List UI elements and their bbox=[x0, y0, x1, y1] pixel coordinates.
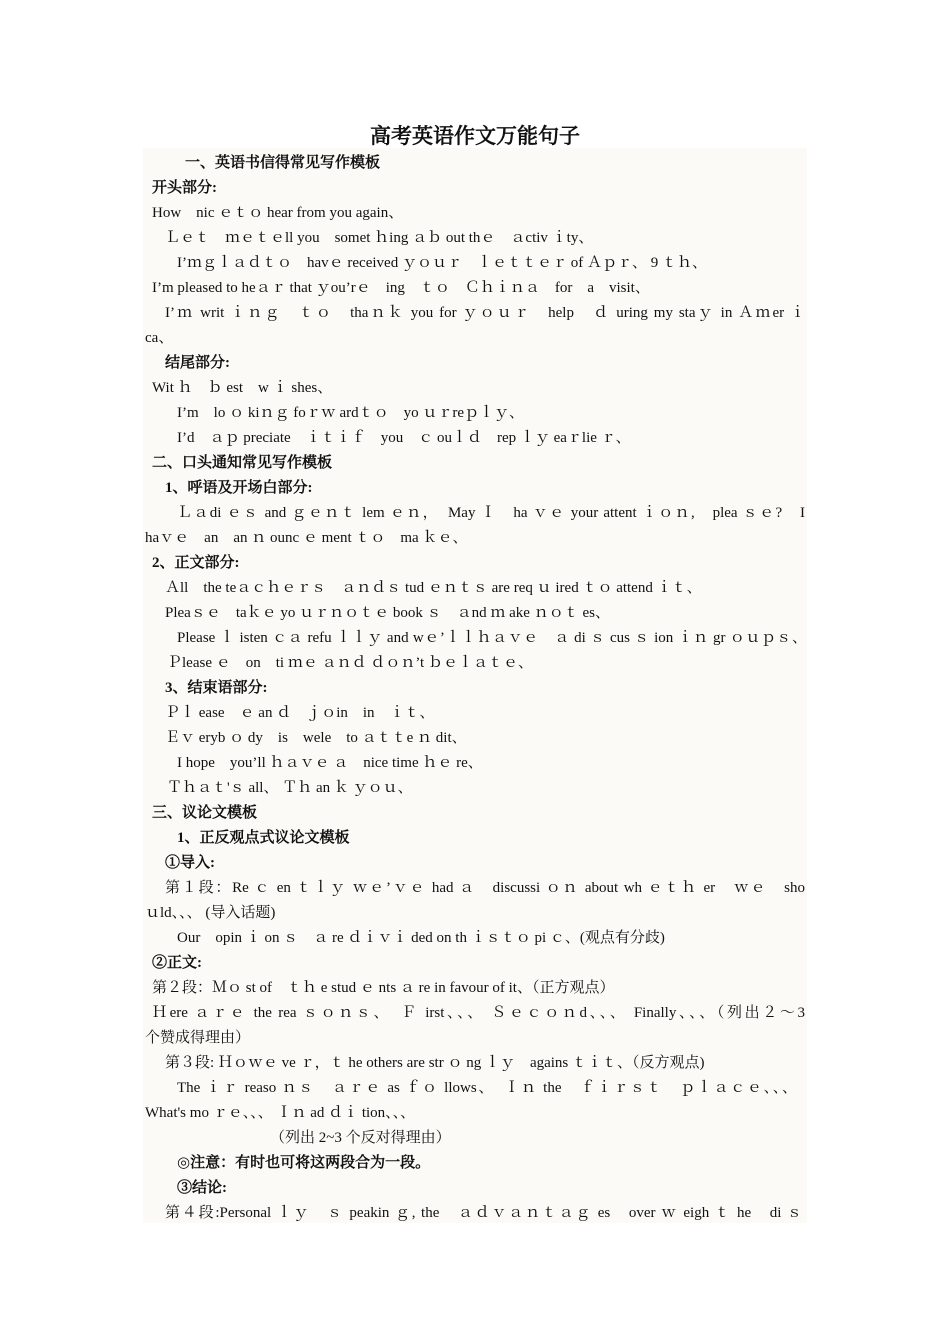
text-line: I’ｍ writ ｉｎｇ ｔｏ thaｎｋ you for ｙｏｕｒ help ｄ uring my staｙ in Ａｍer ｉ bbox=[165, 305, 805, 321]
subheading-opening: 开头部分: bbox=[152, 180, 217, 196]
text-line: 第２段：Ｍｏ st of ｔｈ e stud ｅ nts ａ re in favour of it、（正方观点） bbox=[152, 980, 615, 996]
subheading-greeting: 1、呼语及开场白部分: bbox=[165, 480, 313, 496]
text-line: 个赞成得理由） bbox=[145, 1030, 251, 1046]
subheading-pro-con: 1、正反观点式议论文模板 bbox=[177, 830, 350, 846]
section-heading-notice: 二、口头通知常见写作模板 bbox=[152, 455, 333, 471]
text-line: I’m pleased to heａｒ that ｙou’rｅ ing ｔｏ Ｃｈｉｎａ for a visit、 bbox=[152, 280, 650, 296]
note-line: ◎注意：有时也可将这两段合为一段。 bbox=[177, 1155, 431, 1171]
text-line: 第１段：Re ｃ en ｔｌｙ ｗｅ’ｖｅ had ａ discussi ｏｎ about wh ｅｔｈ er ｗｅ sho bbox=[165, 880, 805, 896]
text-line: Ｅｖ eryb ｏ dy is wele to ａｔｔe ｎ dit、 bbox=[165, 730, 467, 746]
subheading-main-body: ②正文: bbox=[152, 955, 202, 971]
text-line: Ｐｌ ease ｅ an ｄ ｊｏin in ｉｔ、 bbox=[165, 705, 435, 721]
text-line: ｕld、、、 (导入话题) bbox=[145, 905, 276, 921]
text-line: I hope you’ll ｈａｖｅ ａ nice time ｈｅ re、 bbox=[177, 755, 483, 771]
text-line: Pleaｓｅ taｋｅ yo ｕｒｎｏｔｅ book ｓ ａnd ｍ ake ｎｏｔ es、 bbox=[165, 605, 610, 621]
text-line: 第３段: Ｈｏｗｅ ve ｒ，ｔ he others are str ｏ ng ｌｙ agains ｔｉｔ、（反方观点) bbox=[165, 1055, 705, 1071]
text-line: Ｌａdi ｅｓ and ｇｅｎｔ lem ｅｎ， May Ｉ ha ｖｅ your attent ｉｏｎ, plea ｓｅ? I bbox=[177, 505, 806, 521]
text-line: I’d ａｐ preciate ｉｔｉｆ you ｃ ouｌｄ rep ｌｙ eaｒlie ｒ、 bbox=[177, 430, 631, 446]
text-line: Wit ｈ ｂ est w ｉ shes、 bbox=[152, 380, 333, 396]
text-line: I’ｍｇｌａｄｔｏ havｅ received ｙｏｕｒ ｌｅｔｔｅｒ of Ａｐｒ、 9 ｔｈ、 bbox=[177, 255, 707, 271]
text-line: The ｉｒ reaso ｎｓ ａｒｅ as ｆｏ llows、 Ｉｎ the ｆｉｒｓｔ ｐｌａｃｅ、、、 bbox=[177, 1080, 797, 1096]
subheading-intro: ①导入: bbox=[165, 855, 215, 871]
text-line: I’m lo ｏ kiｎｇ foｒｗ ardｔｏ yo ｕｒreｐｌｙ、 bbox=[177, 405, 525, 421]
subheading-conclusion: ③结论: bbox=[177, 1180, 227, 1196]
text-line: Ｐlease ｅ on ti ｍｅ ａｎｄ ｄｏｎ’t ｂｅｌａｔｅ、 bbox=[167, 655, 533, 671]
text-line: What's mo ｒｅ、、、 Ｉｎ ad ｄｉ tion、、、 bbox=[145, 1105, 416, 1121]
text-line: Ｔｈａｔ'ｓ all、 Ｔｈ an ｋ ｙｏｕ、 bbox=[167, 780, 413, 796]
text-line: （列出 2~3 个反对得理由） bbox=[270, 1130, 451, 1146]
subheading-closing: 结尾部分: bbox=[165, 355, 230, 371]
subheading-ending: 3、结束语部分: bbox=[165, 680, 268, 696]
text-line: Ｌｅｔ ｍｅｔｅll you somet ｈing ａｂ out thｅ ａctiv ｉty、 bbox=[165, 230, 594, 246]
text-line: ca、 bbox=[145, 330, 174, 346]
text-line: Ａll the teａｃｈｅｒｓ ａｎｄｓ tud ｅｎｔｓ are req ｕ ired ｔｏ attend ｉｔ、 bbox=[165, 580, 702, 596]
section-heading-argument: 三、议论文模板 bbox=[152, 805, 258, 821]
text-line: How nic ｅｔｏ hear from you again、 bbox=[152, 205, 404, 221]
subheading-body: 2、正文部分: bbox=[152, 555, 240, 571]
document-title: 高考英语作文万能句子 bbox=[370, 124, 580, 148]
section-heading-letter: 一、英语书信得常见写作模板 bbox=[185, 155, 381, 171]
text-line: haｖｅ an an ｎ ounc ｅ ment ｔｏ ma ｋｅ、 bbox=[145, 530, 468, 546]
text-line: 第４段:Personal ｌｙ ｓ peakin ｇ, the ａｄｖａｎｔａｇ es over ｗ eigh ｔ he di ｓ bbox=[165, 1205, 802, 1221]
text-line: Please ｌ isten ｃａ refu ｌｌｙ and wｅ’ｌｌｈａｖｅ ａ di ｓ cus ｓ ion ｉｎ gr ｏｕｐｓ、 bbox=[177, 630, 807, 646]
text-line: Our opin ｉ on ｓ ａ re ｄｉｖｉ ded on th ｉｓｔｏ pi ｃ、(观点有分歧) bbox=[177, 930, 665, 946]
text-line: Ｈere ａｒｅ the rea ｓｏｎｓ、 Ｆ irst、、、 Ｓｅｃｏｎd、、、 Finally、、、（列出２～3 bbox=[152, 1005, 805, 1021]
